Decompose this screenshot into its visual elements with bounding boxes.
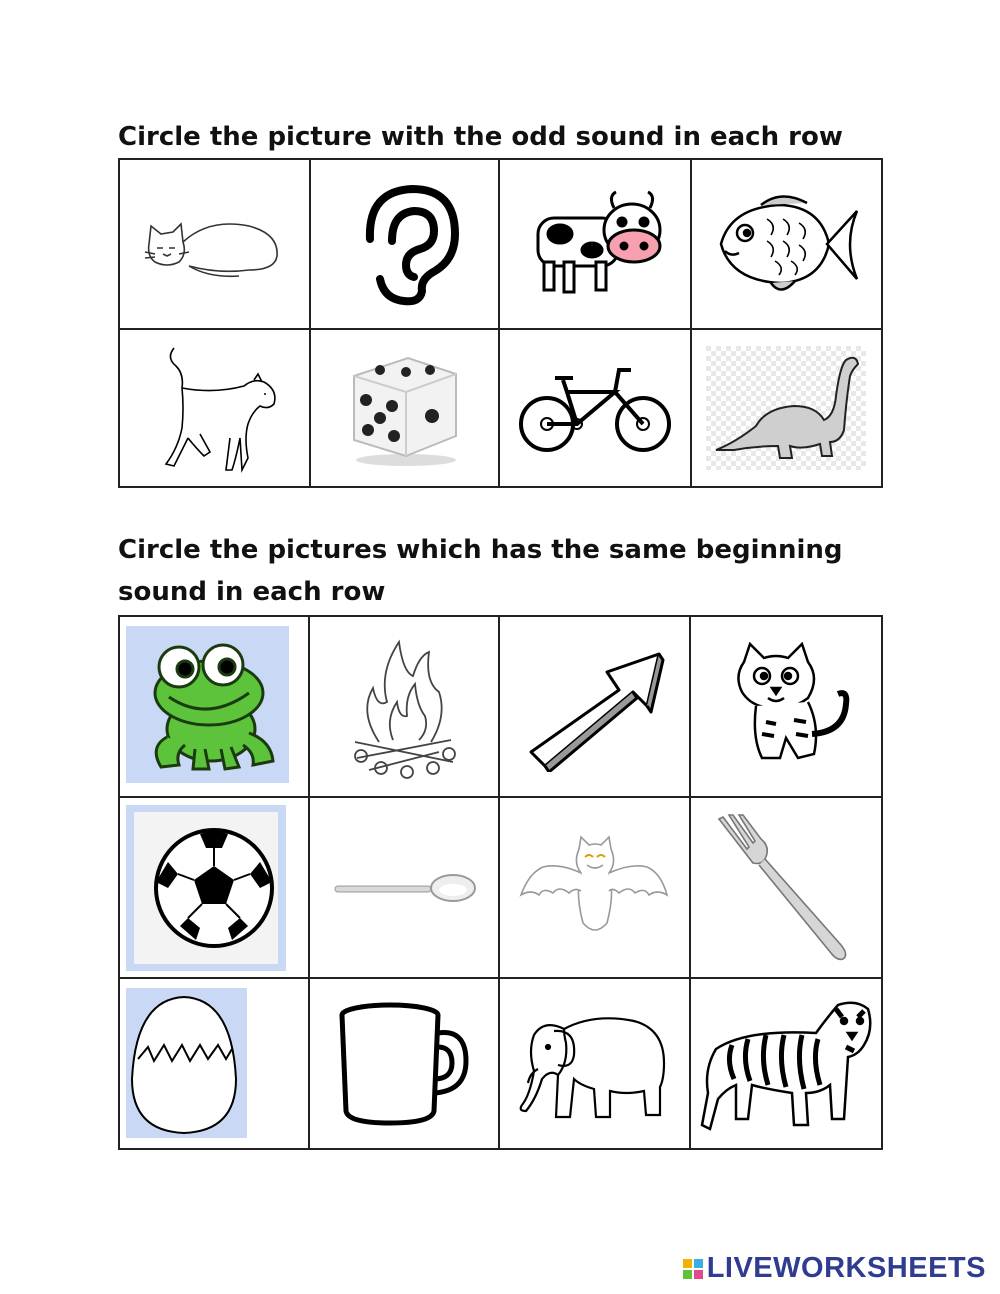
frog-icon bbox=[139, 637, 289, 777]
fish-icon bbox=[711, 189, 861, 299]
tiger-icon bbox=[696, 989, 876, 1139]
picture-ball[interactable] bbox=[119, 797, 309, 978]
picture-egg[interactable] bbox=[119, 978, 309, 1149]
picture-fish[interactable] bbox=[691, 159, 882, 329]
picture-dice[interactable] bbox=[310, 329, 500, 487]
picture-tiger[interactable] bbox=[690, 978, 882, 1149]
bat-icon bbox=[519, 833, 669, 943]
picture-bat[interactable] bbox=[499, 797, 690, 978]
arrow-icon bbox=[519, 642, 669, 772]
soccer-ball-icon bbox=[152, 826, 276, 950]
picture-ear[interactable] bbox=[310, 159, 500, 329]
picture-frog[interactable] bbox=[119, 616, 309, 797]
dog-icon bbox=[144, 338, 284, 478]
section2-heading-line2: sound in each row bbox=[118, 577, 386, 607]
dice-icon bbox=[340, 348, 470, 468]
picture-fork[interactable] bbox=[690, 797, 882, 978]
elephant-icon bbox=[514, 999, 674, 1129]
beginning-sound-grid bbox=[118, 615, 883, 1150]
picture-cow[interactable] bbox=[499, 159, 690, 329]
liveworksheets-logo bbox=[683, 1252, 986, 1285]
ear-icon bbox=[340, 179, 470, 309]
picture-bicycle[interactable] bbox=[499, 329, 690, 487]
logo-squares-icon bbox=[683, 1259, 703, 1279]
picture-elephant[interactable] bbox=[499, 978, 690, 1149]
dinosaur-icon bbox=[706, 346, 866, 470]
picture-arrow[interactable] bbox=[499, 616, 690, 797]
fire-icon bbox=[349, 632, 459, 782]
brand-name: LIVEWORKSHEETS bbox=[706, 1252, 986, 1284]
bicycle-icon bbox=[515, 358, 675, 458]
spoon-icon bbox=[329, 868, 479, 908]
picture-mug[interactable] bbox=[309, 978, 499, 1149]
mug-icon bbox=[334, 999, 474, 1129]
egg-icon bbox=[124, 989, 244, 1139]
cat-icon bbox=[139, 204, 289, 284]
picture-dog[interactable] bbox=[119, 329, 310, 487]
picture-cat[interactable] bbox=[690, 616, 882, 797]
picture-dinosaur[interactable] bbox=[691, 329, 882, 487]
section1-heading: Circle the picture with the odd sound in each row bbox=[118, 122, 843, 152]
picture-cat-sleeping[interactable] bbox=[119, 159, 310, 329]
odd-sound-grid bbox=[118, 158, 883, 488]
picture-spoon[interactable] bbox=[309, 797, 499, 978]
cat-icon bbox=[716, 642, 856, 772]
fork-icon bbox=[711, 813, 861, 963]
picture-fire[interactable] bbox=[309, 616, 499, 797]
section2-heading-line1: Circle the pictures which has the same beginning bbox=[118, 535, 843, 565]
cow-icon bbox=[520, 184, 670, 304]
